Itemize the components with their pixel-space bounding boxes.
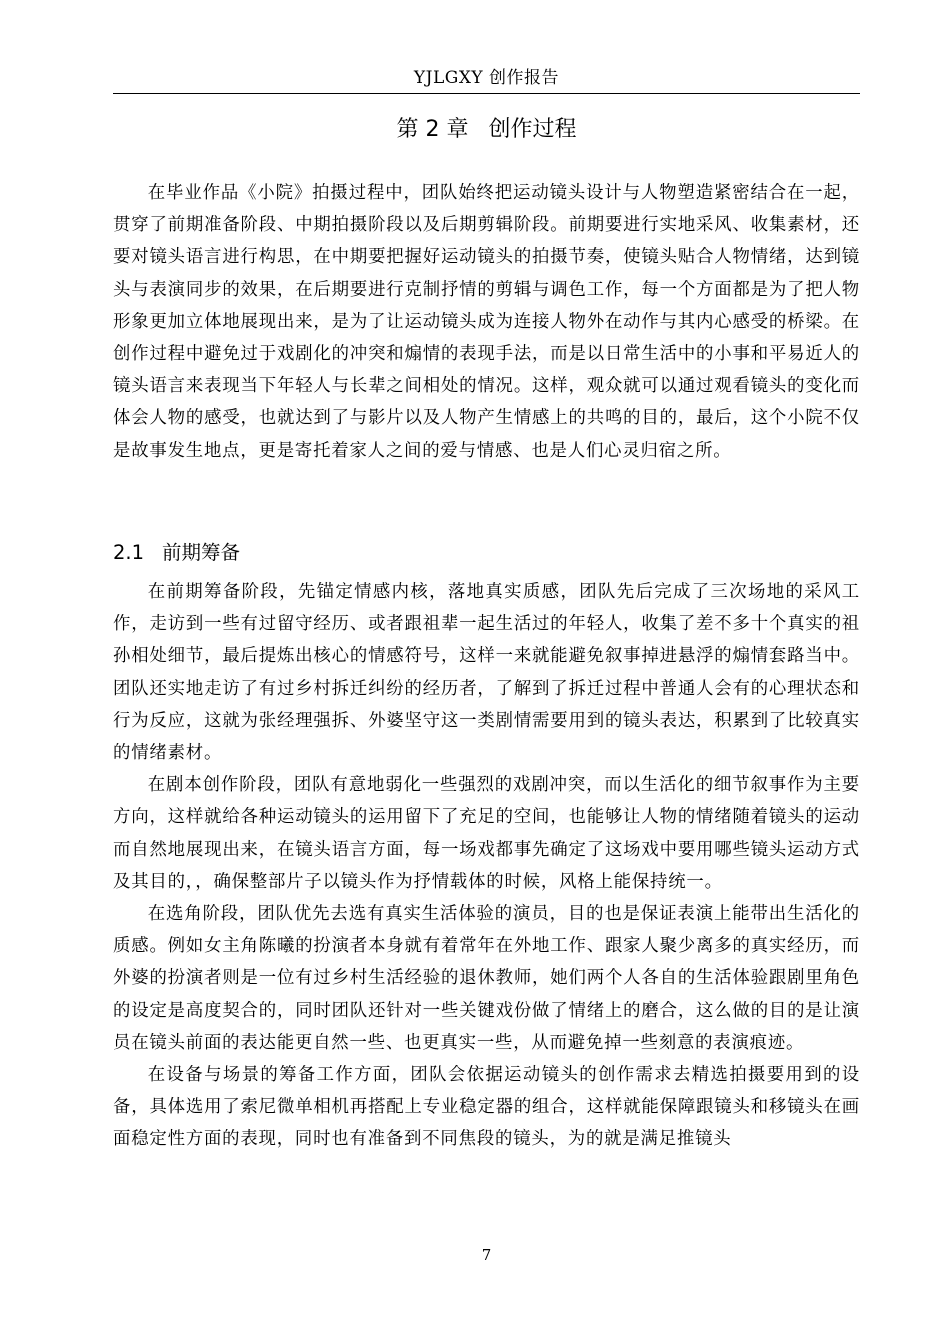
- body-paragraph: 在前期筹备阶段，先锚定情感内核，落地真实质感，团队先后完成了三次场地的采风工作，走访到一些有过留守经历、或者跟祖辈一起生活过的年轻人，收集了差不多十个真实的祖孙相处细节，最后提炼出核心的情感符号，这样一来就能避免叙事掉进悬浮的煽情套路当中。团队还实地走访了有过乡村拆迁纠纷的经历者，了解到了拆迁过程中普通人会有的心理状态和行为反应，这就为张经理强拆、外婆坚守这一类剧情需要用到的镜头表达，积累到了比较真实的情绪素材。: [113, 582, 860, 764]
- body-paragraph: 在设备与场景的筹备工作方面，团队会依据运动镜头的创作需求去精选拍摄要用到的设备，具体选用了索尼微单相机再搭配上专业稳定器的组合，这样就能保障跟镜头和移镜头在画面稳定性方面的表现，同时也有准备到不同焦段的镜头，为的就是满足推镜头: [113, 1065, 860, 1150]
- intro-paragraph: 在毕业作品《小院》拍摄过程中，团队始终把运动镜头设计与人物塑造紧密结合在一起，贯穿了前期准备阶段、中期拍摄阶段以及后期剪辑阶段。前期要进行实地采风、收集素材，还要对镜头语言进行构思，在中期要把握好运动镜头的拍摄节奏，使镜头贴合人物情绪，达到镜头与表演同步的效果，在后期要进行克制抒情的剪辑与调色工作，每一个方面都是为了把人物形象更加立体地展现出来，是为了让运动镜头成为连接人物外在动作与其内心感受的桥梁。在创作过程中避免过于戏剧化的冲突和煽情的表现手法，而是以日常生活中的小事和平易近人的镜头语言来表现当下年轻人与长辈之间相处的情况。这样，观众就可以通过观看镜头的变化而体会人物的感受，也就达到了与影片以及人物产生情感上的共鸣的目的，最后，这个小院不仅是故事发生地点，更是寄托着家人之间的爱与情感、也是人们心灵归宿之所。: [113, 183, 860, 461]
- section-heading: [113, 537, 240, 569]
- section-body: [113, 576, 860, 1156]
- intro-block: [113, 177, 860, 467]
- section-number: 2.1: [113, 541, 145, 564]
- body-paragraph: 在选角阶段，团队优先去选有真实生活体验的演员，目的也是保证表演上能带出生活化的质感。例如女主角陈曦的扮演者本身就有着常年在外地工作、跟家人聚少离多的真实经历，而外婆的扮演者则是一位有过乡村生活经验的退休教师，她们两个人各自的生活体验跟剧里角色的设定是高度契合的，同时团队还针对一些关键戏份做了情绪上的磨合，这么做的目的是让演员在镜头前面的表达能更自然一些、也更真实一些，从而避免掉一些刻意的表演痕迹。: [113, 904, 860, 1053]
- page-number: 7: [481, 1246, 492, 1264]
- chapter-number: 第 2 章: [396, 117, 469, 142]
- chapter-title-text: 创作过程: [488, 117, 577, 142]
- body-paragraph: 在剧本创作阶段，团队有意地弱化一些强烈的戏剧冲突，而以生活化的细节叙事作为主要方向，这样就给各种运动镜头的运用留下了充足的空间，也能够让人物的情绪随着镜头的运动而自然地展现出来，在镜头语言方面，每一场戏都事先确定了这场戏中要用哪些镜头运动方式及其目的，，确保整部片子以镜头作为抒情载体的时候，风格上能保持统一。: [113, 775, 860, 892]
- section-heading-text: 前期筹备: [162, 541, 241, 564]
- header-rule: [113, 93, 860, 94]
- chapter-title: [113, 114, 860, 146]
- running-header: YJLGXY 创作报告: [413, 68, 560, 88]
